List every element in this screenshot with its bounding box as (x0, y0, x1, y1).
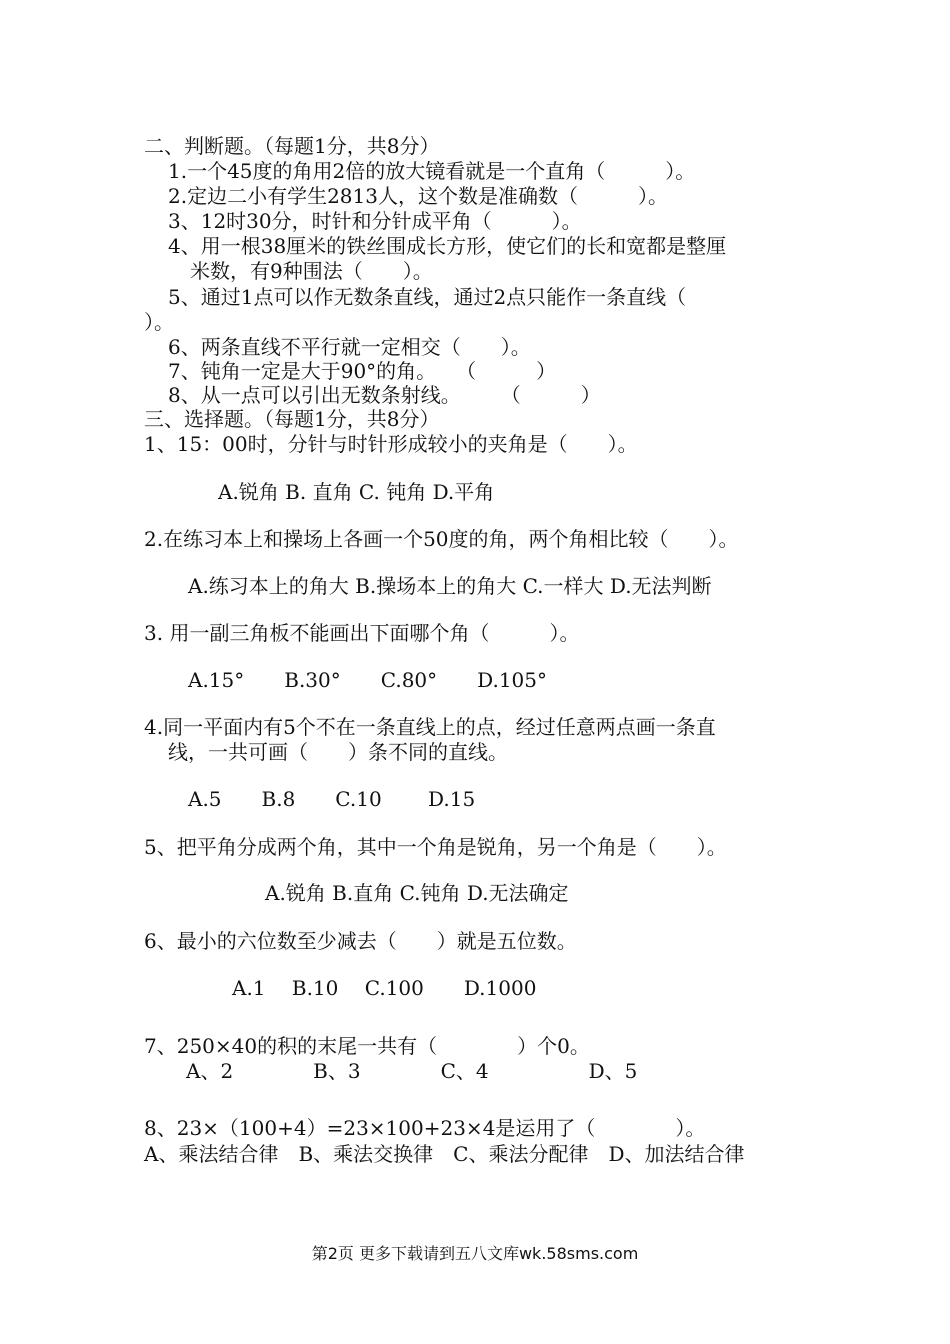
judge-item-4: 4、用一根38厘米的铁丝围成长方形，使它们的长和宽都是整厘 (168, 234, 727, 258)
choice-q3-options: A.15° B.30° C.80° D.105° (188, 668, 548, 692)
choice-q6-options: A.1 B.10 C.100 D.1000 (232, 976, 537, 1000)
section2-heading: 二、判断题。（每题1分，共8分） (144, 134, 440, 158)
choice-q1: 1、15：00时，分针与时针形成较小的夹角是（ ）。 (144, 432, 638, 456)
judge-item-3: 3、12时30分，时针和分针成平角（ ）。 (168, 209, 582, 233)
choice-q8: 8、23×（100+4）=23×100+23×4是运用了（ ）。 (144, 1116, 706, 1140)
choice-q7-options: A、2 B、3 C、4 D、5 (186, 1059, 638, 1083)
choice-q6: 6、最小的六位数至少减去（ ）就是五位数。 (144, 929, 577, 953)
judge-item-6: 6、两条直线不平行就一定相交（ ）。 (168, 335, 531, 359)
judge-item-7: 7、钝角一定是大于90°的角。 （ ） (168, 359, 557, 383)
judge-item-8: 8、从一点可以引出无数条射线。 （ ） (168, 383, 601, 407)
judge-item-4-cont: 米数，有9种围法（ ）。 (190, 259, 433, 283)
section3-heading: 三、选择题。（每题1分，共8分） (144, 407, 440, 431)
choice-q2-options: A.练习本上的角大 B.操场本上的角大 C.一样大 D.无法判断 (188, 574, 712, 598)
judge-item-5: 5、通过1点可以作无数条直线，通过2点只能作一条直线（ (168, 285, 687, 309)
choice-q5: 5、把平角分成两个角，其中一个角是锐角，另一个角是（ ）。 (144, 835, 727, 859)
choice-q4-cont: 线，一共可画（ ）条不同的直线。 (168, 740, 508, 764)
choice-q1-options: A.锐角 B. 直角 C. 钝角 D.平角 (218, 480, 495, 504)
choice-q2: 2.在练习本上和操场上各画一个50度的角，两个角相比较（ ）。 (144, 527, 739, 551)
judge-item-2: 2.定边二小有学生2813人，这个数是准确数（ ）。 (168, 184, 668, 208)
choice-q7: 7、250×40的积的末尾一共有（ ）个0。 (144, 1034, 590, 1058)
choice-q4-options: A.5 B.8 C.10 D.15 (188, 787, 476, 811)
choice-q8-options: A、乘法结合律 B、乘法交换律 C、乘法分配律 D、加法结合律 (144, 1142, 745, 1166)
choice-q4: 4.同一平面内有5个不在一条直线上的点，经过任意两点画一条直 (144, 715, 716, 739)
page-footer: 第2页 更多下载请到五八文库wk.58sms.com (311, 1244, 639, 1263)
choice-q5-options: A.锐角 B.直角 C.钝角 D.无法确定 (265, 881, 569, 905)
judge-item-1: 1.一个45度的角用2倍的放大镜看就是一个直角（ ）。 (168, 159, 696, 183)
choice-q3: 3. 用一副三角板不能画出下面哪个角（ ）。 (144, 621, 580, 645)
judge-item-5-cont: ）。 (144, 310, 174, 334)
